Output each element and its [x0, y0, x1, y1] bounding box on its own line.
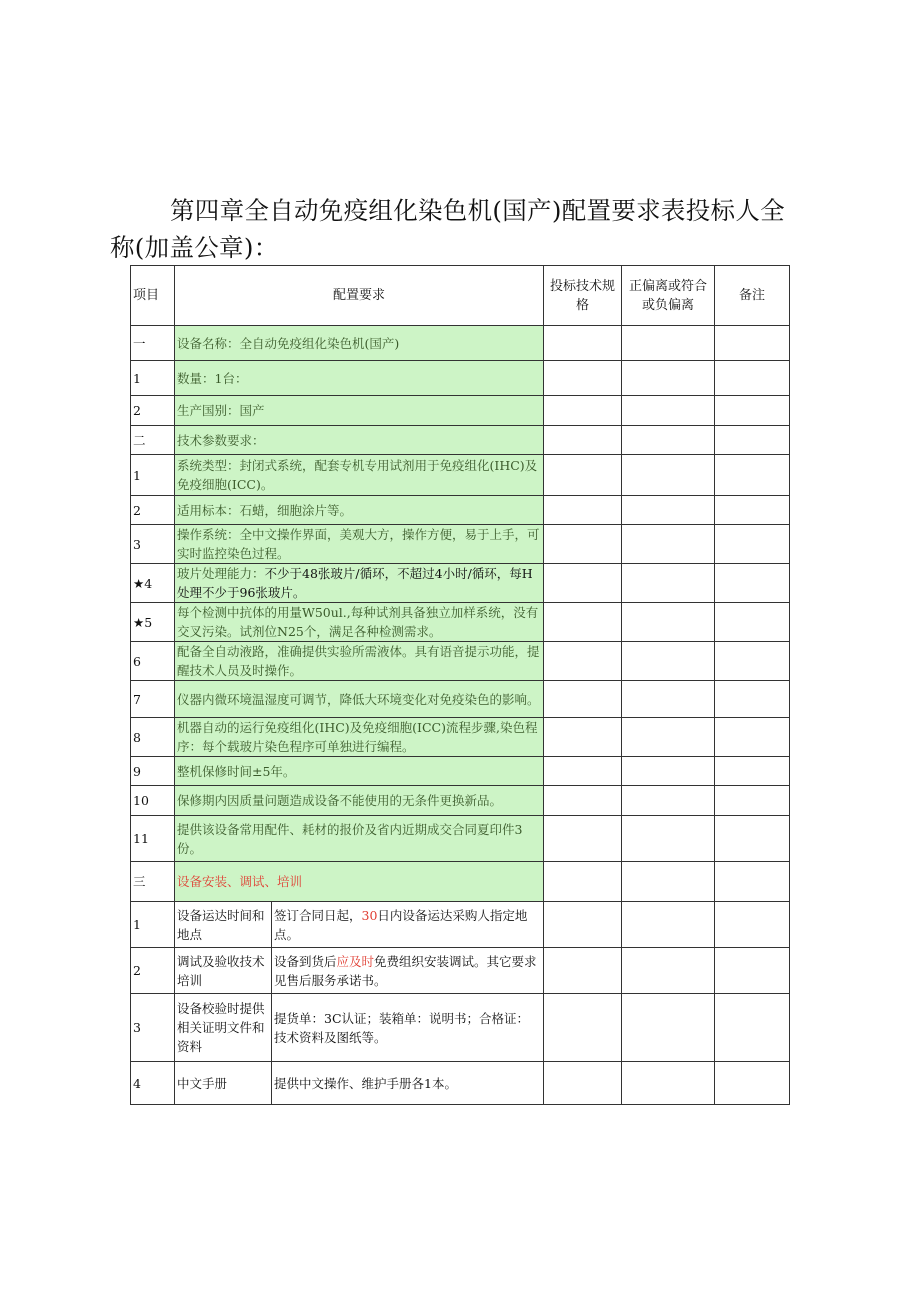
row-number: 2: [131, 396, 175, 426]
deviation-cell: [622, 718, 715, 757]
requirement-text: 配备全自动液路，准确提供实验所需液体。具有语音提示功能，提醒技术人员及时操作。: [175, 642, 544, 681]
deviation-cell: [622, 455, 715, 496]
spec-cell: [544, 642, 622, 681]
requirement-text: 适用标本：石蜡，细胞涂片等。: [175, 496, 544, 525]
deviation-cell: [622, 757, 715, 786]
table-row: [131, 862, 790, 902]
requirement-text: 保修期内因质量问题造成设备不能使用的无条件更换新品。: [175, 786, 544, 816]
table-row: [131, 681, 790, 718]
table-row: [131, 603, 790, 642]
deviation-cell: [622, 426, 715, 455]
deviation-cell: [622, 1062, 715, 1105]
table-row: [131, 525, 790, 564]
spec-cell: [544, 496, 622, 525]
sub-item-text-part: 免费组织安装调试。其它要求见售后服务承诺书。: [274, 953, 537, 988]
header-note: 备注: [715, 266, 790, 326]
table-row: [131, 1062, 790, 1105]
note-cell: [715, 455, 790, 496]
header-row: [131, 266, 790, 326]
deviation-cell: [622, 326, 715, 361]
row-number: ★5: [131, 603, 175, 642]
table-row: [131, 496, 790, 525]
table-row: [131, 326, 790, 361]
row-number: 一: [131, 326, 175, 361]
sub-item-text: [272, 902, 544, 948]
requirement-text: 生产国别：国产: [175, 396, 544, 426]
deviation-cell: [622, 564, 715, 603]
requirement-text: 每个检测中抗体的用量W50ul.,每种试剂具备独立加样系统，没有交叉污染。试剂位N25个，满足各种检测需求。: [175, 603, 544, 642]
note-cell: [715, 361, 790, 396]
deviation-cell: [622, 603, 715, 642]
deviation-cell: [622, 525, 715, 564]
sub-item-text-part: 日内设备运达采购人指定地点。: [274, 907, 528, 942]
table-row: [131, 902, 790, 948]
note-cell: [715, 816, 790, 862]
spec-cell: [544, 361, 622, 396]
note-cell: [715, 862, 790, 902]
deviation-cell: [622, 642, 715, 681]
row-number: 2: [131, 496, 175, 525]
row-number: 二: [131, 426, 175, 455]
sub-item-highlight: 应及时: [336, 953, 375, 969]
row-number: 10: [131, 786, 175, 816]
spec-cell: [544, 603, 622, 642]
row-number: 9: [131, 757, 175, 786]
note-cell: [715, 1062, 790, 1105]
spec-cell: [544, 326, 622, 361]
requirement-text: 数量：1台：: [175, 361, 544, 396]
spec-cell: [544, 426, 622, 455]
deviation-cell: [622, 496, 715, 525]
spec-cell: [544, 816, 622, 862]
sub-item-text-part: 签订合同日起，: [274, 907, 362, 923]
requirement-text: 系统类型：封闭式系统，配套专机专用试剂用于免疫组化(IHC)及免疫细胞(ICC)。: [175, 455, 544, 496]
sub-item-label: 中文手册: [175, 1062, 272, 1105]
deviation-cell: [622, 994, 715, 1062]
note-cell: [715, 326, 790, 361]
row-number: 7: [131, 681, 175, 718]
note-cell: [715, 994, 790, 1062]
row-number: 4: [131, 1062, 175, 1105]
sub-item-text-part: 提供中文操作、维护手册各1本。: [274, 1075, 457, 1091]
sub-item-text-part: 设备到货后: [274, 953, 337, 969]
table-row: [131, 757, 790, 786]
note-cell: [715, 948, 790, 994]
requirements-table: [130, 265, 790, 1105]
note-cell: [715, 902, 790, 948]
deviation-cell: [622, 816, 715, 862]
note-cell: [715, 496, 790, 525]
requirement-text: 仪器内微环境温湿度可调节，降低大环境变化对免疫染色的影响。: [175, 681, 544, 718]
table-row: [131, 361, 790, 396]
requirement-text-part: 96张玻片。: [239, 585, 306, 600]
header-item: 项目: [131, 266, 175, 326]
document-title: 第四章全自动免疫组化染色机(国产)配置要求表投标人全称(加盖公章)：: [110, 196, 785, 262]
sub-item-text: [272, 948, 544, 994]
table-row: [131, 642, 790, 681]
requirement-text: 整机保修时间±5年。: [175, 757, 544, 786]
requirement-text: 操作系统：全中文操作界面，美观大方，操作方便，易于上手，可实时监控染色过程。: [175, 525, 544, 564]
note-cell: [715, 564, 790, 603]
table-row: [131, 426, 790, 455]
requirement-text-part: 玻片处理能力：: [177, 566, 265, 581]
table-row: [131, 816, 790, 862]
requirement-text: 技术参数要求：: [175, 426, 544, 455]
note-cell: [715, 786, 790, 816]
requirement-text: [175, 564, 544, 603]
sub-item-text-part: 提货单：3C认证；装箱单：说明书；合格证：技术资料及图纸等。: [274, 1010, 530, 1045]
deviation-cell: [622, 786, 715, 816]
deviation-cell: [622, 948, 715, 994]
sub-item-text: [272, 1062, 544, 1105]
table-row: [131, 455, 790, 496]
note-cell: [715, 426, 790, 455]
spec-cell: [544, 862, 622, 902]
note-cell: [715, 603, 790, 642]
header-config: 配置要求: [175, 266, 544, 326]
sub-item-label: 设备运达时间和地点: [175, 902, 272, 948]
note-cell: [715, 642, 790, 681]
section-heading: 设备安装、调试、培训: [177, 874, 303, 889]
row-number: 三: [131, 862, 175, 902]
requirement-text: 机器自动的运行免疫组化(IHC)及免疫细胞(ICC)流程步骤,染色程序：每个载玻片染色程序可单独进行编程。: [175, 718, 544, 757]
spec-cell: [544, 396, 622, 426]
sub-item-label: 设备校验时提供相关证明文件和资料: [175, 994, 272, 1062]
spec-cell: [544, 757, 622, 786]
spec-cell: [544, 1062, 622, 1105]
deviation-cell: [622, 361, 715, 396]
table-row: [131, 564, 790, 603]
row-number: 6: [131, 642, 175, 681]
row-number: 3: [131, 525, 175, 564]
table-row: [131, 718, 790, 757]
table-row: [131, 994, 790, 1062]
row-number: ★4: [131, 564, 175, 603]
requirement-text: [175, 862, 544, 902]
header-deviation: 正偏离或符合或负偏离: [622, 266, 715, 326]
sub-item-highlight: 30: [361, 907, 378, 923]
header-spec: 投标技术规格: [544, 266, 622, 326]
sub-item-label: 调试及验收技术培训: [175, 948, 272, 994]
spec-cell: [544, 564, 622, 603]
row-number: 1: [131, 361, 175, 396]
table-row: [131, 396, 790, 426]
deviation-cell: [622, 681, 715, 718]
row-number: 1: [131, 902, 175, 948]
note-cell: [715, 396, 790, 426]
note-cell: [715, 757, 790, 786]
row-number: 2: [131, 948, 175, 994]
requirement-text: 提供该设备常用配件、耗材的报价及省内近期成交合同夏印件3份。: [175, 816, 544, 862]
deviation-cell: [622, 862, 715, 902]
table-row: [131, 786, 790, 816]
deviation-cell: [622, 902, 715, 948]
spec-cell: [544, 902, 622, 948]
row-number: 3: [131, 994, 175, 1062]
note-cell: [715, 681, 790, 718]
table-row: [131, 948, 790, 994]
spec-cell: [544, 681, 622, 718]
note-cell: [715, 525, 790, 564]
spec-cell: [544, 718, 622, 757]
deviation-cell: [622, 396, 715, 426]
requirement-text: 设备名称：全自动免疫组化染色机(国产): [175, 326, 544, 361]
row-number: 8: [131, 718, 175, 757]
sub-item-text: [272, 994, 544, 1062]
spec-cell: [544, 455, 622, 496]
spec-cell: [544, 948, 622, 994]
spec-cell: [544, 994, 622, 1062]
note-cell: [715, 718, 790, 757]
spec-cell: [544, 525, 622, 564]
spec-cell: [544, 786, 622, 816]
requirement-text-part: 不少于48张玻片/循环，不超过4小时/循环，每H处理不少于: [177, 566, 533, 600]
row-number: 11: [131, 816, 175, 862]
row-number: 1: [131, 455, 175, 496]
